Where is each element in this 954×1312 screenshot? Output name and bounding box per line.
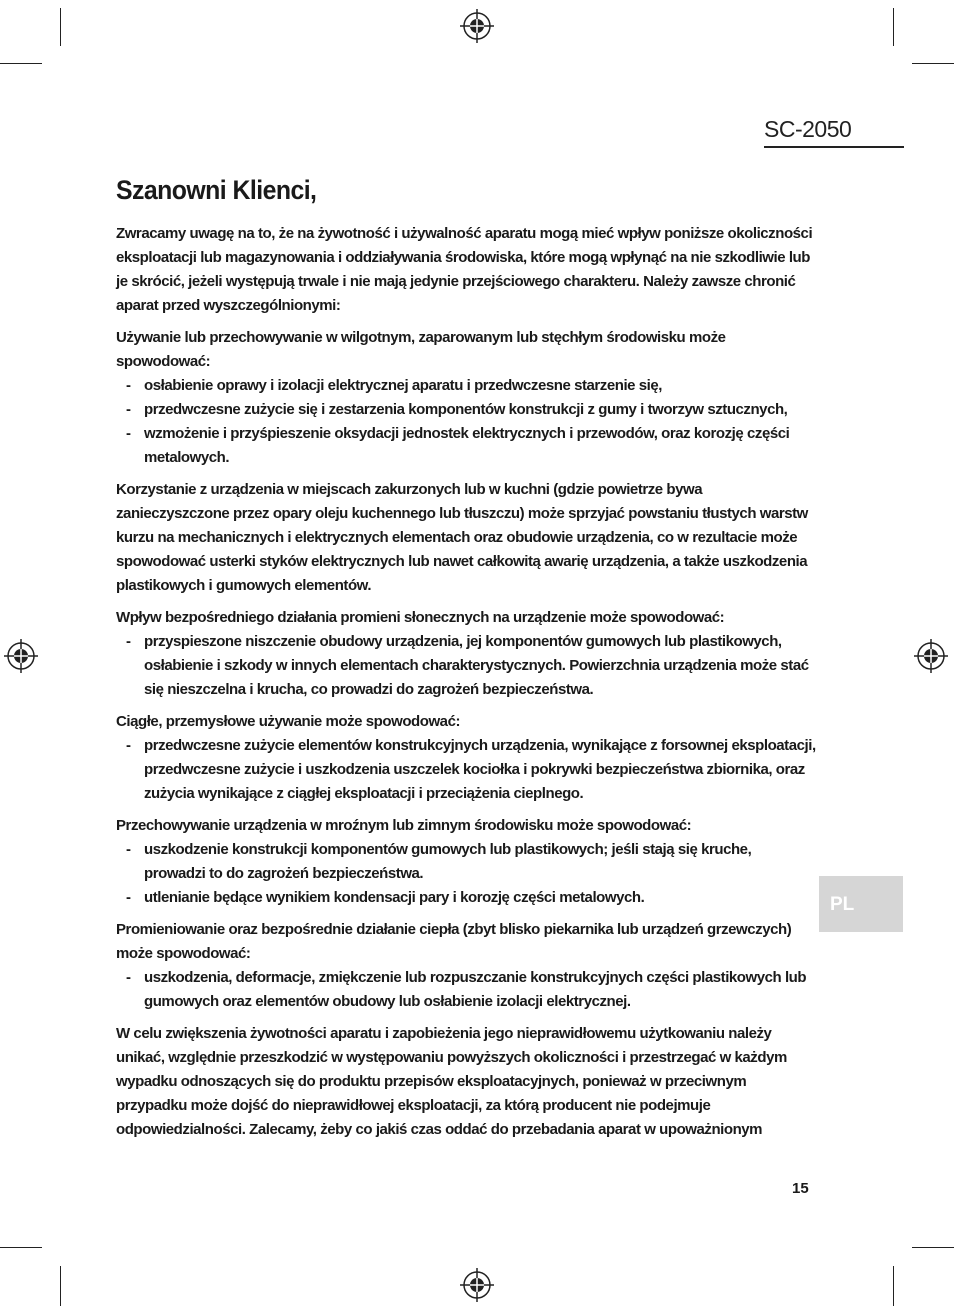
crop-mark xyxy=(0,1247,42,1248)
paragraph: W celu zwiększenia żywotności aparatu i zapobieżenia jego nieprawidłowemu użytkowaniu należy unikać, względnie przeszkodzić w występowaniu powyższych okoliczności i przestrzegać w każdym wypadku odnoszących się do produktu przepisów eksploatacyjnych, ponieważ w przeciwnym przypadku może dojść do nieprawidłowej eksploatacji, za którą producent nie podejmuje odpowiedzialności. Zalecamy, żeby co jakiś czas oddać do przebadania aparat w upoważnionym xyxy=(116,1025,787,1138)
paragraph: Promieniowanie oraz bezpośrednie działanie ciepła (zbyt blisko piekarnika lub urządzeń grzewczych) może spowodować: xyxy=(116,921,792,962)
registration-mark-icon xyxy=(460,1268,494,1302)
list-item: - uszkodzenie konstrukcji komponentów gumowych lub plastikowych; jeśli stają się kruche, prowadzi to do zagrożeń bezpieczeństwa. xyxy=(116,838,816,886)
list-item: - osłabienie oprawy i izolacji elektrycznej aparatu i przedwczesne starzenie się, xyxy=(116,374,816,398)
paragraph: Korzystanie z urządzenia w miejscach zakurzonych lub w kuchni (gdzie powietrze bywa zanieczyszczone przez opary oleju kuchennego lub tłuszczu) może sprzyjać powstaniu tłustych warstw kurzu na mechanicznych i elektrycznych elementach oraz obudowie urządzenia, co w rezultacie może spowodować usterki styków elektrycznych lub nawet całkowitą awarię urządzenia, a także uszkodzenia plastikowych i gumowych elementów. xyxy=(116,481,808,594)
document-body xyxy=(116,170,816,1150)
paragraph: Ciągłe, przemysłowe używanie może spowodować: xyxy=(116,713,461,730)
language-tab-label: PL xyxy=(830,894,855,915)
list-item: - przyspieszone niszczenie obudowy urządzenia, jej komponentów gumowych lub plastikowych, osłabienie i szkody w innych elementach charakterystycznych. Powierzchnia urządzenia może stać się nieszczelna i krucha, co prowadzi do zagrożeń bezpieczeństwa. xyxy=(116,630,816,702)
crop-mark xyxy=(60,1266,61,1306)
registration-mark-icon xyxy=(460,9,494,43)
crop-mark xyxy=(912,1247,954,1248)
list-item: - przedwczesne zużycie elementów konstrukcyjnych urządzenia, wynikające z forsownej eksploatacji, przedwczesne zużycie i uszkodzenia uszczelek kociołka i pokrywki bezpieczeństwa zbiornika, oraz zużycia wynikające z ciągłej eksploatacji i przeciążenia cieplnego. xyxy=(116,734,816,806)
bullet-list xyxy=(116,966,816,1014)
crop-mark xyxy=(893,1266,894,1306)
list-item: - uszkodzenia, deformacje, zmiękczenie lub rozpuszczanie konstrukcyjnych części plastikowych lub gumowych oraz elementów obudowy lub osłabienie izolacji elektrycznej. xyxy=(116,966,816,1014)
list-item: - utlenianie będące wynikiem kondensacji pary i korozję części metalowych. xyxy=(116,886,816,910)
crop-mark xyxy=(893,8,894,46)
crop-mark xyxy=(912,63,954,64)
bullet-list xyxy=(116,734,816,806)
paragraph: Używanie lub przechowywanie w wilgotnym, zaparowanym lub stęchłym środowisku może spowodować: xyxy=(116,329,726,370)
model-number: SC-2050 xyxy=(764,116,852,142)
paragraph: Przechowywanie urządzenia w mroźnym lub zimnym środowisku może spowodować: xyxy=(116,817,692,834)
model-underline xyxy=(764,146,904,148)
list-item: - przedwczesne zużycie się i zestarzenia komponentów konstrukcji z gumy i tworzyw sztucznych, xyxy=(116,398,816,422)
bullet-list xyxy=(116,374,816,470)
registration-mark-icon xyxy=(4,639,38,673)
bullet-list xyxy=(116,630,816,702)
list-item: - wzmożenie i przyśpieszenie oksydacji jednostek elektrycznych i przewodów, oraz korozję części metalowych. xyxy=(116,422,816,470)
bullet-list xyxy=(116,838,816,910)
registration-mark-icon xyxy=(914,639,948,673)
paragraph: Zwracamy uwagę na to, że na żywotność i używalność aparatu mogą mieć wpływ poniższe okoliczności eksploatacji lub magazynowania i oddziaływania środowiska, które mogą wpłynąć na nie szkodliwie lub je skrócić, jeżeli występują trwale i nie mają jedynie przejściowego charakteru. Należy zawsze chronić aparat przed wyszczególnionymi: xyxy=(116,225,813,314)
page-number: 15 xyxy=(792,1180,809,1197)
language-tab xyxy=(819,876,903,932)
crop-mark xyxy=(0,63,42,64)
crop-mark xyxy=(60,8,61,46)
paragraph: Wpływ bezpośredniego działania promieni słonecznych na urządzenie może spowodować: xyxy=(116,609,725,626)
page-title: Szanowni Klienci, xyxy=(116,175,317,205)
